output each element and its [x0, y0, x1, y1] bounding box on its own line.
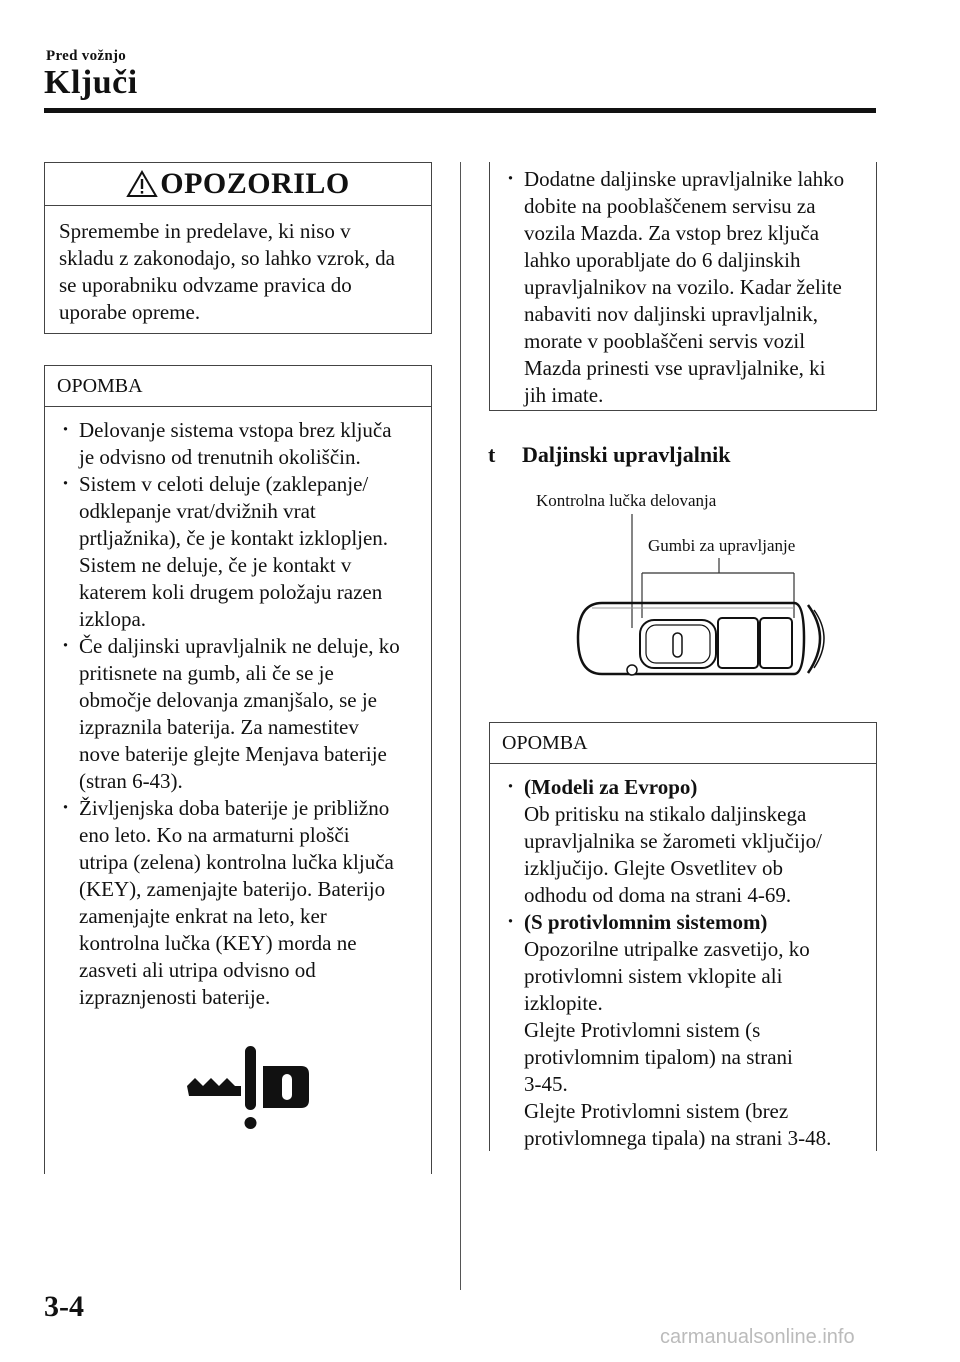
note-line: · Življenjska doba baterije je približno	[79, 796, 390, 820]
indicator-label: Kontrolna lučka delovanja	[536, 491, 717, 510]
warning-line: se uporabniku odvzame pravica do	[59, 273, 352, 297]
title-rule	[44, 108, 876, 113]
note-title: OPOMBA	[502, 731, 588, 754]
note-line: prtljažnika), če je kontakt izklopljen.	[79, 526, 389, 550]
note-line: izklopite.	[524, 991, 603, 1015]
note-line: utripa (zelena) kontrolna lučka ključa	[79, 850, 394, 874]
page-number: 3-4	[44, 1290, 84, 1323]
note-bullet	[502, 909, 864, 1152]
note-line: 3-45.	[524, 1072, 568, 1096]
note-line: izklopa.	[79, 607, 147, 631]
note-line: odklepanje vrat/dvižnih vrat	[79, 499, 316, 523]
note-line: lahko uporabljate do 6 daljinskih	[524, 248, 801, 272]
note-line: zamenjajte enkrat na leto, ker	[79, 904, 327, 928]
note-line: (stran 6-43).	[79, 769, 183, 793]
warning-triangle-icon	[126, 170, 158, 198]
note-line: zasveti ali utripa odvisno od	[79, 958, 316, 982]
key-warning-icon	[185, 1044, 311, 1134]
note-line: eno leto. Ko na armaturni plošči	[79, 823, 350, 847]
note-line: upravljalnika se žarometi vključijo/	[524, 829, 822, 853]
note-line: območje delovanja zmanjšalo, se je	[79, 688, 377, 712]
note-box-left	[44, 365, 432, 1174]
note-bullet	[502, 166, 864, 409]
note-line: Glejte Protivlomni sistem (brez	[524, 1099, 789, 1123]
section-symbol: t	[488, 442, 496, 467]
remote-diagram	[532, 478, 842, 704]
note-line: morate v pooblaščeni servis vozil	[524, 329, 806, 353]
note-bullet	[502, 774, 864, 909]
note-line: dobite na pooblaščenem servisu za	[524, 194, 816, 218]
remote-section-title: Daljinski upravljalnik	[522, 442, 731, 467]
note-line: Glejte Protivlomni sistem (s	[524, 1018, 761, 1042]
page-title: Ključi	[44, 64, 138, 101]
note-line: odhodu od doma na strani 4-69.	[524, 883, 792, 907]
note-header	[490, 723, 876, 764]
note-line: · Če daljinski upravljalnik ne deluje, ko	[79, 634, 400, 658]
note-line: Ob pritisku na stikalo daljinskega	[524, 802, 807, 826]
note-bullet-heading: · (Modeli za Evropo)	[524, 775, 698, 799]
section-label: Pred vožnjo	[46, 48, 127, 64]
note-line: (KEY), zamenjajte baterijo. Baterijo	[79, 877, 386, 901]
note-line: nabaviti nov daljinski upravljalnik,	[524, 302, 818, 326]
note-line: upravljalnikov na vozilo. Kadar želite	[524, 275, 842, 299]
note-header	[45, 366, 431, 407]
note-box-right	[489, 722, 877, 1151]
note-bullet-heading: · (S protivlomnim sistemom)	[524, 910, 768, 934]
warning-line: uporabe opreme.	[59, 300, 201, 324]
buttons-label: Gumbi za upravljanje	[648, 536, 796, 555]
note-line: · Delovanje sistema vstopa brez ključa	[79, 418, 392, 442]
warning-text	[45, 206, 431, 326]
note-line: pritisnete na gumb, ali če se je	[79, 661, 334, 685]
warning-title: OPOZORILO	[160, 167, 350, 200]
note-line: kontrolna lučka (KEY) morda ne	[79, 931, 357, 955]
warning-line: Spremembe in predelave, ki niso v	[59, 219, 351, 243]
note-bullet	[57, 471, 419, 633]
note-box-continued	[489, 162, 877, 411]
note-line: katerem koli drugem položaju razen	[79, 580, 383, 604]
note-line: protivlomni sistem vklopite ali	[524, 964, 783, 988]
note-line: · Sistem v celoti deluje (zaklepanje/	[79, 472, 369, 496]
note-bullet	[57, 633, 419, 795]
note-line: protivlomnega tipala) na strani 3-48.	[524, 1126, 832, 1150]
note-line: · Dodatne daljinske upravljalnike lahko	[524, 167, 845, 191]
warning-header	[45, 163, 431, 206]
watermark[interactable]: carmanualsonline.info	[660, 1326, 855, 1348]
warning-box	[44, 162, 432, 334]
note-line: izključijo. Glejte Osvetlitev ob	[524, 856, 783, 880]
note-line: vozila Mazda. Za vstop brez ključa	[524, 221, 820, 245]
note-line: protivlomnim tipalom) na strani	[524, 1045, 793, 1069]
note-line: je odvisno od trenutnih okoliščin.	[79, 445, 361, 469]
note-bullet	[57, 417, 419, 471]
note-line: izpraznila baterija. Za namestitev	[79, 715, 359, 739]
note-line: jih imate.	[524, 383, 604, 407]
note-line: Sistem ne deluje, če je kontakt v	[79, 553, 352, 577]
note-title: OPOMBA	[57, 374, 143, 397]
column-divider	[460, 162, 461, 1290]
note-bullet	[57, 795, 419, 1011]
note-line: izpraznjenosti baterije.	[79, 985, 271, 1009]
remote-section-heading	[488, 442, 730, 468]
warning-line: skladu z zakonodajo, so lahko vzrok, da	[59, 246, 395, 270]
note-line: nove baterije glejte Menjava baterije	[79, 742, 387, 766]
note-line: Opozorilne utripalke zasvetijo, ko	[524, 937, 810, 961]
note-line: Mazda prinesti vse upravljalnike, ki	[524, 356, 826, 380]
